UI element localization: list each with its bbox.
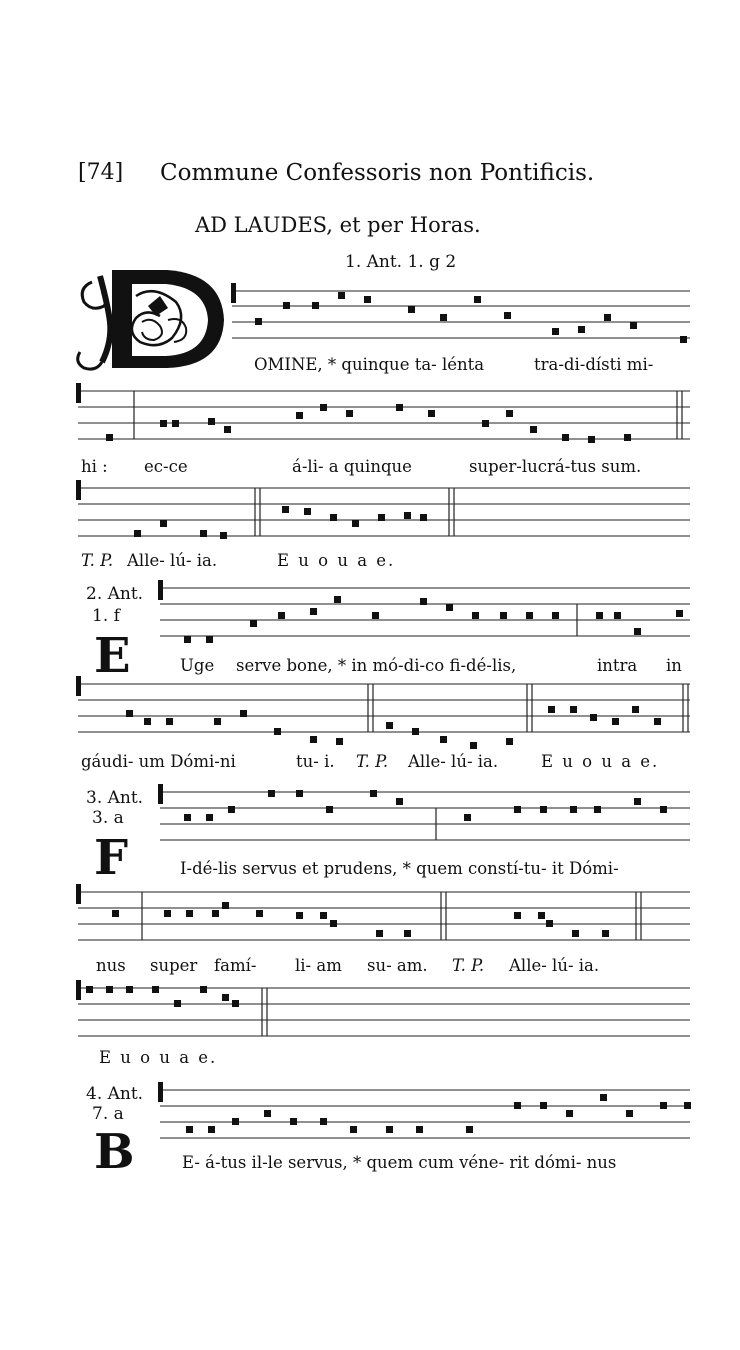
lyric-2-euouae: E u o u a e. [541,752,660,771]
lyric-3-f: su- am. [367,956,428,975]
initial-e: E [94,628,131,684]
lyric-1-a: OMINE, * quinque ta- lénta [254,355,485,374]
lyric-1-d: ec-ce [144,457,188,476]
lyric-2-tp: T. P. [356,752,389,771]
lyric-3-d: famí- [214,956,257,975]
lyric-1-c: hi : [81,457,108,476]
lyric-1-alleluia: Alle- lú- ia. [127,551,218,570]
section-title: AD LAUDES, et per Horas. [195,213,481,237]
lyric-2-e: gáudi- um Dómi-ni [81,752,236,771]
lyric-3-euouae: E u o u a e. [99,1048,218,1067]
lyric-3-alleluia: Alle- lú- ia. [509,956,600,975]
lyric-1-b: tra-di-dísti mi- [534,355,654,374]
antiphon-2-mode: 1. f [92,606,120,626]
lyric-3-b: nus [96,956,126,975]
antiphon-4-label: 4. Ant. [86,1084,144,1104]
lyric-3-a: I-dé-lis servus et prudens, * quem constí-tu- it Dómi- [180,859,619,878]
antiphon-3-mode: 3. a [92,808,124,828]
antiphon-1-label: 1. Ant. 1. g 2 [345,252,457,272]
lyric-1-f: super-lucrá-tus sum. [469,457,642,476]
initial-b: B [94,1124,135,1180]
lyric-1-euouae: E u o u a e. [277,551,396,570]
lyric-2-f: tu- i. [296,752,335,771]
lyric-3-c: super [150,956,198,975]
running-title: Commune Confessoris non Pontificis. [160,160,595,186]
decorated-initial-d [72,262,232,374]
lyric-2-b: serve bone, * in mó-di-co fi-dé-lis, [236,656,517,675]
lyric-1-e: á-li- a quinque [292,457,412,476]
lyric-3-tp: T. P. [452,956,485,975]
lyric-2-a: Uge [180,656,215,675]
lyric-2-alleluia: Alle- lú- ia. [408,752,499,771]
antiphon-4-mode: 7. a [92,1104,124,1124]
page-number: [74] [78,160,124,185]
lyric-1-tp: T. P. [81,551,114,570]
lyric-3-e: li- am [295,956,342,975]
lyric-2-d: in [666,656,682,675]
antiphon-3-label: 3. Ant. [86,788,144,808]
lyric-4-a: E- á-tus il-le servus, * quem cum véne- rit dómi- nus [182,1153,617,1172]
initial-f: F [94,830,129,886]
antiphon-2-label: 2. Ant. [86,584,144,604]
lyric-2-c: intra [597,656,638,675]
